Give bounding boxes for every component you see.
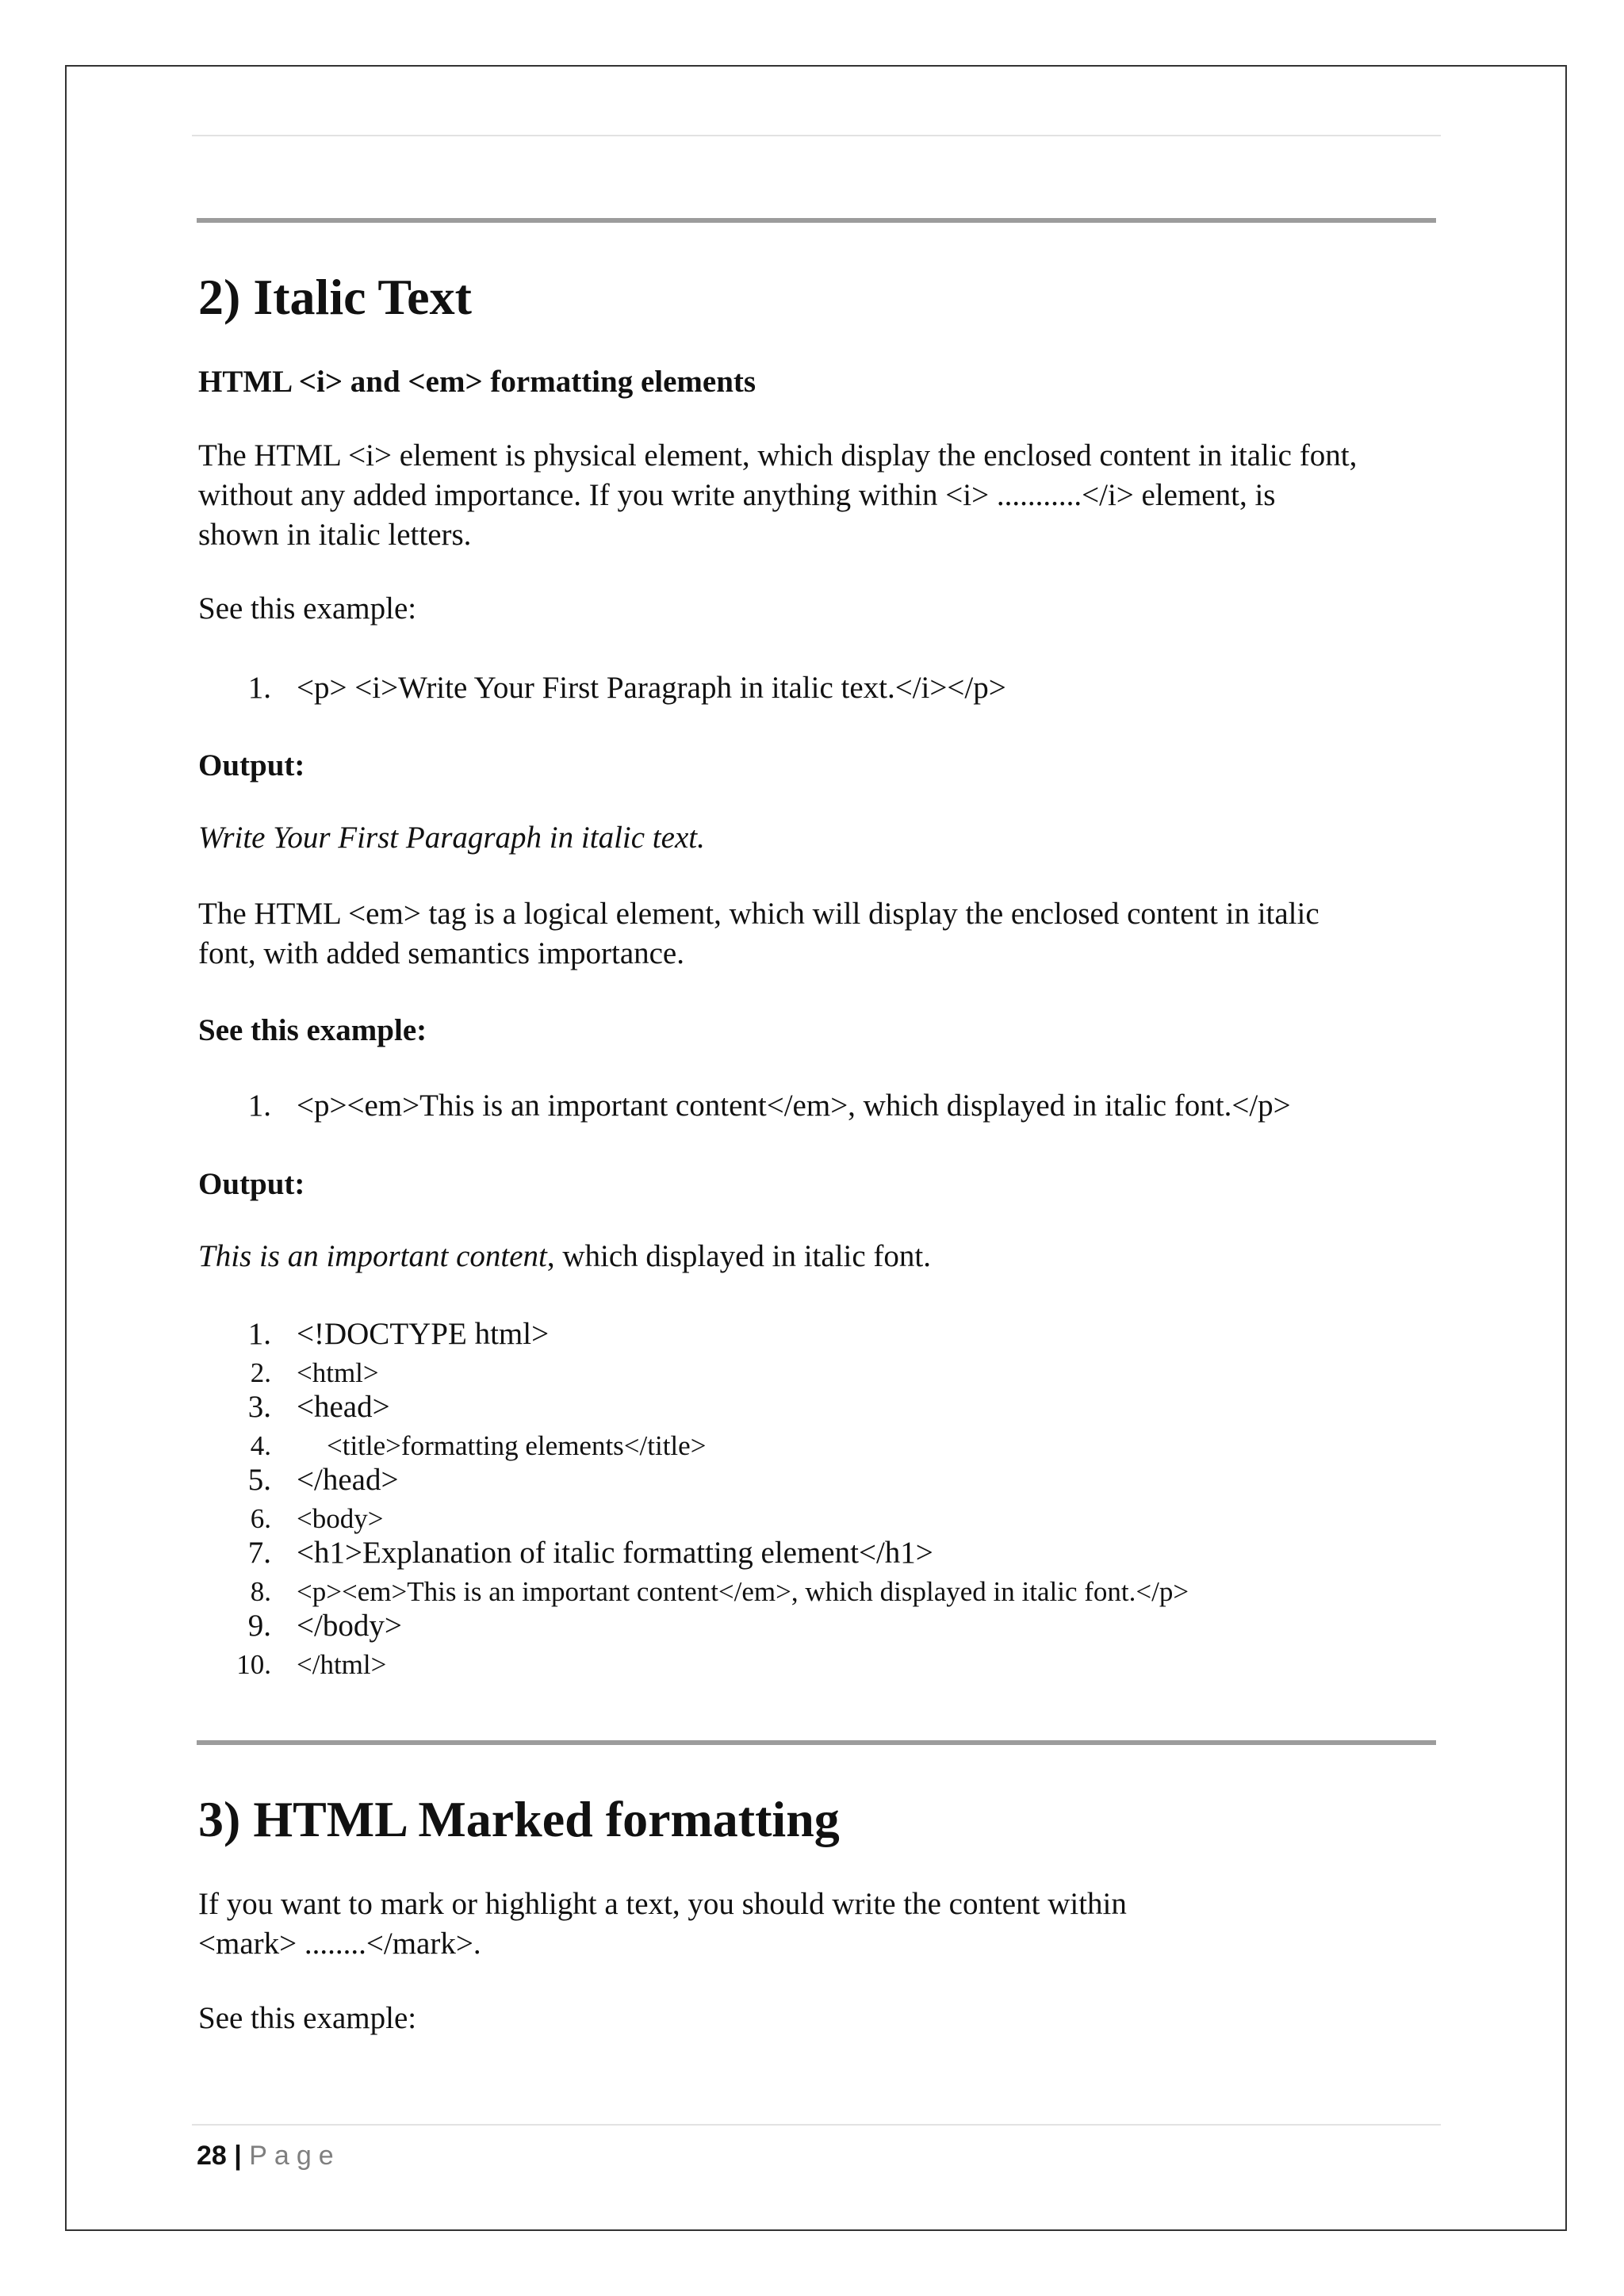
footer-separator: | [234, 2141, 242, 2171]
code-text: <head> [297, 1390, 390, 1424]
output-plain-part: , which displayed in italic font. [546, 1239, 932, 1273]
code-text: </body> [297, 1609, 402, 1643]
line-number: 9. [247, 1609, 271, 1643]
code-text: <p> <i>Write Your First Paragraph in italic text.</i></p> [297, 671, 1006, 705]
line-number: 10. [236, 1649, 271, 1680]
line-number: 8. [250, 1576, 271, 1607]
line-number: 5. [247, 1463, 271, 1497]
em-desc-line-1: The HTML <em> tag is a logical element, which will display the enclosed content in italic [198, 897, 1320, 931]
section-separator [197, 218, 1436, 223]
section3-intro-line-2: <mark> ........</mark>. [198, 1927, 481, 1961]
see-example-label-bold: See this example: [198, 1013, 427, 1047]
section2-heading: 2) Italic Text [198, 269, 472, 325]
output-text [198, 1237, 931, 1276]
code-text: <p><em>This is an important content</em>, which displayed in italic font.</p> [297, 1576, 1189, 1607]
line-number: 4. [250, 1430, 271, 1461]
code-text: </head> [297, 1463, 399, 1497]
section-separator [197, 1740, 1436, 1745]
section3-intro-line-1: If you want to mark or highlight a text, you should write the content within [198, 1887, 1127, 1921]
page-label: Page [249, 2141, 341, 2171]
code-text: </html> [297, 1649, 387, 1680]
line-number: 7. [247, 1536, 271, 1570]
code-text: <!DOCTYPE html> [297, 1317, 550, 1351]
code-text: <html> [297, 1357, 379, 1388]
code-text: <h1>Explanation of italic formatting element</h1> [297, 1536, 933, 1570]
footer-rule [192, 2124, 1441, 2126]
output-italic-part: This is an important content [198, 1239, 547, 1273]
intro-line-3: shown in italic letters. [198, 518, 472, 552]
code-text: <title>formatting elements</title> [327, 1430, 707, 1461]
line-number: 2. [250, 1357, 271, 1388]
line-number: 1. [247, 671, 271, 705]
header-rule [192, 135, 1441, 136]
see-example-label: See this example: [198, 2001, 417, 2035]
output-label: Output: [198, 1167, 305, 1201]
line-number: 3. [247, 1390, 271, 1424]
output-label: Output: [198, 748, 305, 783]
section2-subheading: HTML <i> and <em> formatting elements [198, 365, 756, 399]
line-number: 1. [247, 1317, 271, 1351]
intro-line-1: The HTML <i> element is physical element, which display the enclosed content in italic font, [198, 438, 1358, 473]
page-number: 28 [197, 2141, 227, 2171]
line-number: 6. [250, 1503, 271, 1534]
section3-heading: 3) HTML Marked formatting [198, 1791, 840, 1847]
code-text: <body> [297, 1503, 384, 1534]
intro-line-2: without any added importance. If you write anything within <i> ...........</i> element, is [198, 478, 1276, 512]
output-text-italic: Write Your First Paragraph in italic text. [198, 821, 705, 855]
code-text: <p><em>This is an important content</em>, which displayed in italic font.</p> [297, 1089, 1291, 1123]
line-number: 1. [247, 1089, 271, 1123]
see-example-label: See this example: [198, 591, 417, 626]
em-desc-line-2: font, with added semantics importance. [198, 936, 684, 970]
page-footer [197, 2141, 341, 2172]
